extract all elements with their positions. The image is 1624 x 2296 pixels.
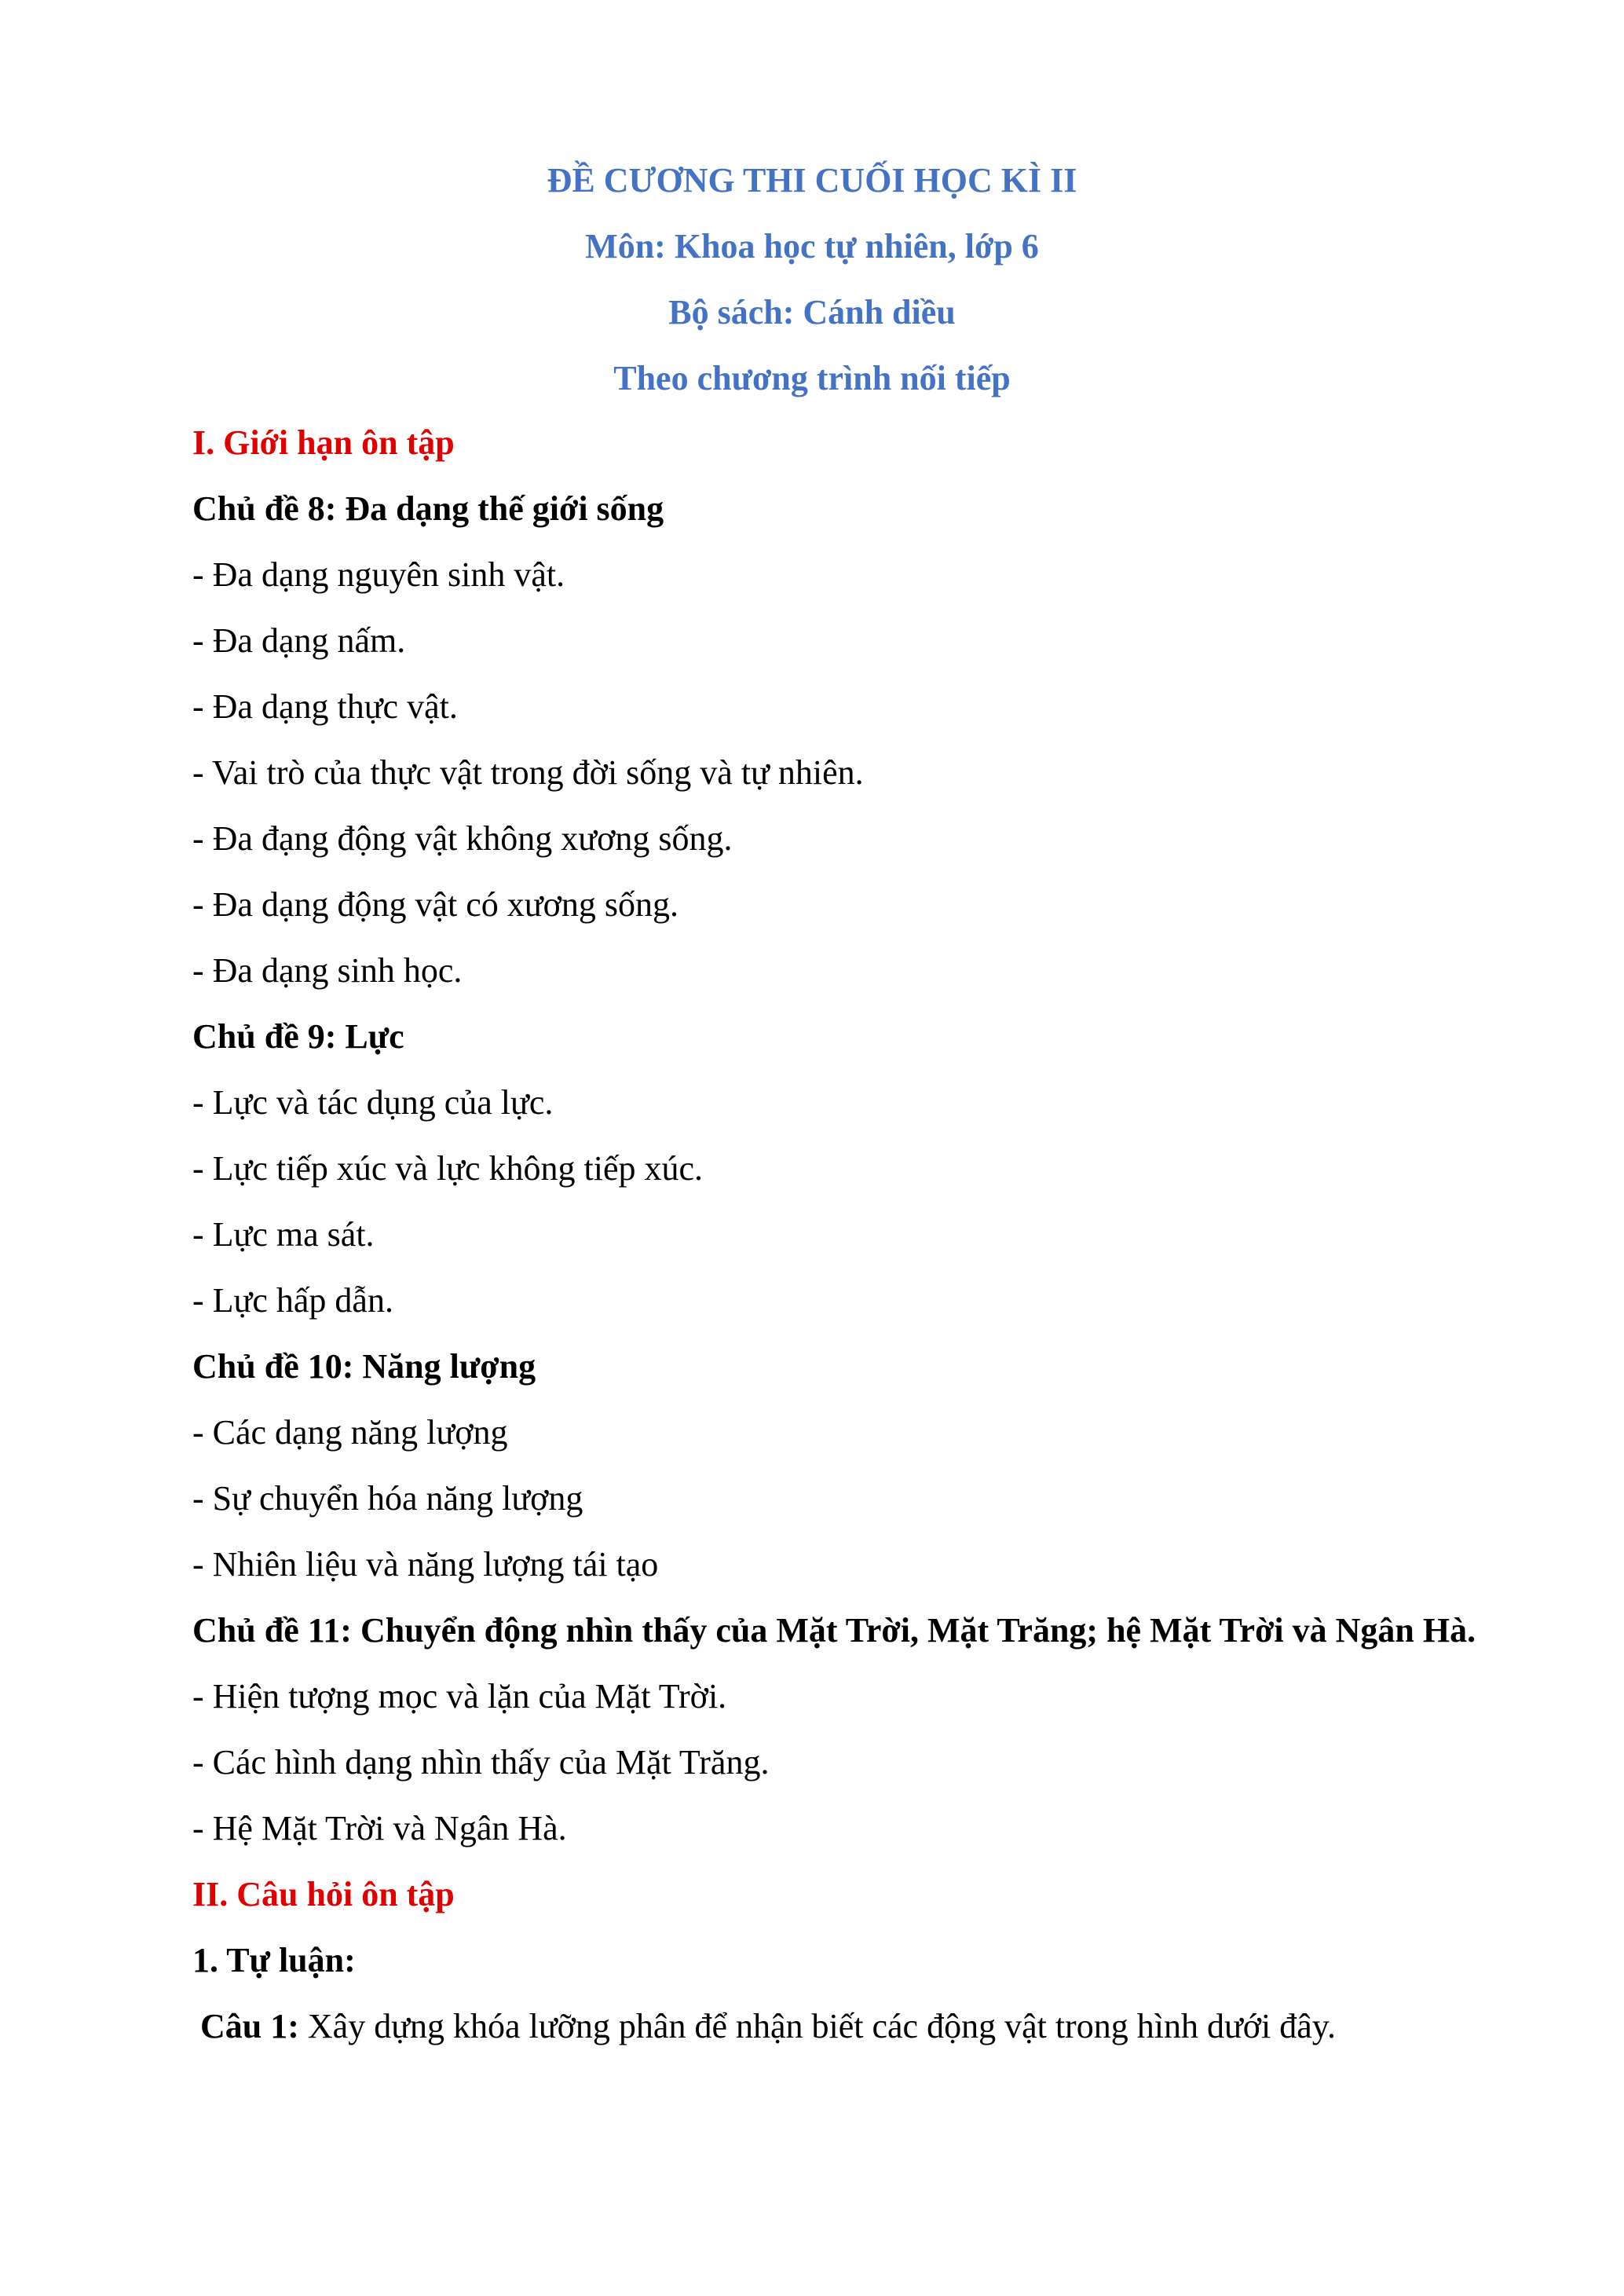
list-item: - Sự chuyển hóa năng lượng <box>192 1479 583 1518</box>
list-item: - Nhiên liệu và năng lượng tái tạo <box>192 1545 659 1584</box>
question-1 <box>192 1994 1480 2060</box>
topic-heading-8: Chủ đề 8: Đa dạng thế giới sống <box>192 489 664 528</box>
document-header <box>0 148 1624 412</box>
document-title: ĐỀ CƯƠNG THI CUỐI HỌC KÌ II <box>547 161 1077 200</box>
subject-line: Môn: Khoa học tự nhiên, lớp 6 <box>585 227 1039 265</box>
list-item: - Lực và tác dụng của lực. <box>192 1083 554 1122</box>
list-item: - Đa dạng nấm. <box>192 621 406 660</box>
subsection-essay: 1. Tự luận: <box>192 1941 356 1979</box>
list-item: - Đa đạng động vật không xương sống. <box>192 819 733 858</box>
list-item: - Các hình dạng nhìn thấy của Mặt Trăng. <box>192 1743 770 1782</box>
list-item: - Đa dạng sinh học. <box>192 951 463 990</box>
section-heading-review-scope: I. Giới hạn ôn tập <box>192 423 455 462</box>
topic-heading-10: Chủ đề 10: Năng lượng <box>192 1347 536 1386</box>
list-item: - Đa dạng nguyên sinh vật. <box>192 555 565 594</box>
document-body <box>192 410 1480 2060</box>
list-item: - Hệ Mặt Trời và Ngân Hà. <box>192 1809 567 1847</box>
list-item: - Lực hấp dẫn. <box>192 1281 393 1320</box>
list-item: - Các dạng năng lượng <box>192 1413 508 1452</box>
list-item: - Đa dạng động vật có xương sống. <box>192 885 679 924</box>
question-text: Xây dựng khóa lưỡng phân để nhận biết các động vật trong hình dưới đây. <box>298 2007 1336 2045</box>
list-item: - Lực ma sát. <box>192 1215 375 1254</box>
book-line: Bộ sách: Cánh diều <box>668 293 956 331</box>
section-heading-review-questions: II. Câu hỏi ôn tập <box>192 1875 455 1913</box>
list-item: - Hiện tượng mọc và lặn của Mặt Trời. <box>192 1677 727 1716</box>
topic-heading-11: Chủ đề 11: Chuyển động nhìn thấy của Mặt Trời, Mặt Trăng; hệ Mặt Trời và Ngân Hà. <box>192 1611 1476 1650</box>
program-line: Theo chương trình nối tiếp <box>613 359 1011 397</box>
question-label: Câu 1: <box>200 2007 299 2045</box>
list-item: - Lực tiếp xúc và lực không tiếp xúc. <box>192 1149 704 1188</box>
list-item: - Vai trò của thực vật trong đời sống và tự nhiên. <box>192 753 864 792</box>
list-item: - Đa dạng thực vật. <box>192 687 458 726</box>
topic-heading-9: Chủ đề 9: Lực <box>192 1017 404 1056</box>
